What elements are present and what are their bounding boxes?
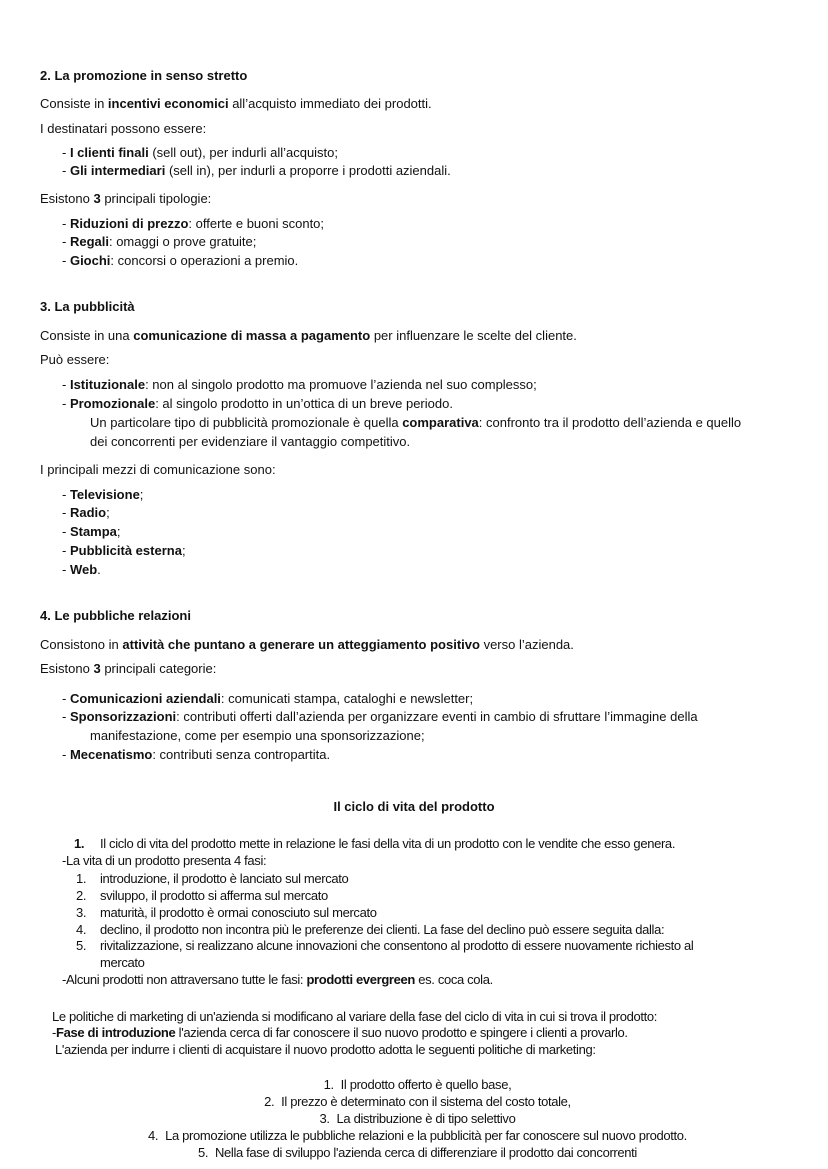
section-heading	[0, 799, 828, 815]
text-line	[62, 487, 143, 503]
bold-text: comunicazione di massa a pagamento	[133, 328, 371, 343]
text-line	[90, 415, 741, 431]
text-span: Un particolare tipo di pubblicità promozionale è quella	[90, 415, 403, 430]
text-line	[40, 637, 574, 653]
text-span: sviluppo, il prodotto si afferma sul mercato	[100, 888, 328, 903]
numbered-list-item	[76, 888, 328, 904]
list-number: 1.	[74, 836, 85, 851]
text-span: Consistono in	[40, 637, 123, 652]
text-span: -	[62, 487, 70, 502]
text-line	[40, 121, 206, 137]
text-span: -La vita di un prodotto presenta 4 fasi:	[62, 853, 267, 868]
text-line	[62, 234, 256, 250]
text-line	[40, 191, 211, 207]
bold-text: Il ciclo di vita del prodotto	[333, 799, 495, 814]
text-span: ;	[139, 487, 144, 502]
text-span: principali tipologie:	[100, 191, 212, 206]
text-span: -	[62, 396, 70, 411]
text-span: l'azienda cerca di far conoscere il suo nuovo prodotto e spingere i clienti a provarlo.	[175, 1025, 628, 1040]
text-line	[62, 543, 186, 559]
text-span: -	[62, 216, 70, 231]
text-line	[62, 972, 493, 988]
text-line	[62, 216, 324, 232]
list-number: 4.	[76, 922, 87, 937]
text-line	[62, 145, 338, 161]
text-span: -	[62, 505, 70, 520]
bold-text: 3	[93, 191, 101, 206]
text-line	[62, 562, 101, 578]
list-number: 2.	[76, 888, 87, 903]
numbered-list-item	[76, 905, 377, 921]
bold-text: 3	[93, 661, 101, 676]
text-span: (sell in), per indurli a proporre i prodotti aziendali.	[165, 163, 451, 178]
text-span: ;	[181, 543, 186, 558]
text-span: La promozione utilizza le pubbliche relazioni e la pubblicità per far conoscere sul nuovo prodotto.	[165, 1128, 687, 1143]
bold-text: prodotti evergreen	[306, 972, 415, 987]
text-line	[40, 328, 577, 344]
section-heading	[40, 299, 135, 315]
text-span: Consiste in	[40, 96, 108, 111]
text-span: : comunicati stampa, cataloghi e newsletter;	[220, 691, 474, 706]
text-line	[90, 728, 425, 744]
text-span: I principali mezzi di comunicazione sono:	[40, 462, 276, 477]
text-span: ;	[106, 505, 110, 520]
text-span: -	[62, 543, 70, 558]
list-number: 5.	[76, 938, 87, 953]
text-line	[40, 661, 216, 677]
numbered-list-item	[74, 836, 675, 852]
text-span: -Alcuni prodotti non attraversano tutte le fasi:	[62, 972, 307, 987]
text-line	[62, 691, 473, 707]
bold-text: attività che puntano a generare un atteggiamento positivo	[122, 637, 480, 652]
text-span: manifestazione, come per esempio una sponsorizzazione;	[90, 728, 425, 743]
list-number: 3.	[76, 905, 87, 920]
text-span: -	[62, 709, 70, 724]
text-span: -	[52, 1025, 56, 1040]
text-line	[52, 1009, 657, 1025]
text-span: Nella fase di sviluppo l'azienda cerca di differenziare il prodotto dai concorrenti	[215, 1145, 637, 1160]
text-span: : offerte e buoni sconto;	[188, 216, 325, 231]
text-span: : contributi offerti dall’azienda per organizzare eventi in cambio di sfruttare l’immagine della	[176, 709, 698, 724]
text-span: declino, il prodotto non incontra più le preferenze dei clienti. La fase del declino può essere seguita dalla:	[100, 922, 665, 937]
text-span: per influenzare le scelte del cliente.	[370, 328, 577, 343]
text-span: : concorsi o operazioni a premio.	[110, 253, 299, 268]
bold-text: incentivi economici	[107, 96, 229, 111]
text-line	[62, 396, 453, 412]
section-heading	[40, 608, 191, 624]
bold-text: comparativa	[402, 415, 479, 430]
text-span: Il prezzo è determinato con il sistema del costo totale,	[281, 1094, 571, 1109]
text-line	[90, 434, 410, 450]
text-span: : al singolo prodotto in un’ottica di un breve periodo.	[155, 396, 453, 411]
bold-text: 3. La pubblicità	[40, 299, 135, 314]
text-span: Esistono	[40, 661, 94, 676]
numbered-list-item	[0, 1094, 828, 1110]
text-span: (sell out), per indurli all’acquisto;	[148, 145, 339, 160]
numbered-list-item	[76, 922, 664, 938]
list-number: 3.	[319, 1111, 330, 1126]
bold-text: Promozionale	[69, 396, 156, 411]
text-span: Consiste in una	[40, 328, 134, 343]
text-span: introduzione, il prodotto è lanciato sul mercato	[100, 871, 349, 886]
text-span: L'azienda per indurre i clienti di acquistare il nuovo prodotto adotta le seguenti politiche di marketing:	[55, 1042, 596, 1057]
text-line	[55, 1042, 596, 1058]
section-heading	[40, 68, 247, 84]
text-span: .	[97, 562, 101, 577]
list-number: 1.	[76, 871, 87, 886]
text-span: -	[62, 234, 70, 249]
bold-text: Comunicazioni aziendali	[69, 691, 221, 706]
text-span: es. coca cola.	[415, 972, 493, 987]
text-span: maturità, il prodotto è ormai conosciuto sul mercato	[100, 905, 377, 920]
text-span: Le politiche di marketing di un'azienda si modificano al variare della fase del ciclo di vita in cui si trova il prodotto:	[52, 1009, 658, 1024]
text-span: I destinatari possono essere:	[40, 121, 207, 136]
bold-text: Radio	[69, 505, 107, 520]
text-span: ;	[116, 524, 121, 539]
text-line	[62, 524, 121, 540]
bold-text: Mecenatismo	[69, 747, 153, 762]
text-line	[40, 96, 432, 112]
text-span: Esistono	[40, 191, 94, 206]
text-span: : non al singolo prodotto ma promuove l’azienda nel suo complesso;	[145, 377, 537, 392]
bold-text: Fase di introduzione	[55, 1025, 176, 1040]
text-line	[62, 163, 451, 179]
list-number: 4.	[148, 1128, 159, 1143]
text-span: -	[62, 524, 70, 539]
list-number: 1.	[323, 1077, 334, 1092]
bold-text: Sponsorizzazioni	[69, 709, 177, 724]
text-span: Il prodotto offerto è quello base,	[340, 1077, 512, 1092]
bold-text: 4. Le pubbliche relazioni	[40, 608, 191, 623]
text-span: -	[62, 163, 70, 178]
bold-text: Istituzionale	[69, 377, 146, 392]
text-span: Può essere:	[40, 352, 110, 367]
bold-text: Televisione	[69, 487, 140, 502]
bold-text: 2. La promozione in senso stretto	[40, 68, 248, 83]
text-span: -	[62, 377, 70, 392]
text-span: -	[62, 253, 70, 268]
text-line	[100, 955, 145, 971]
numbered-list-item	[0, 1145, 828, 1161]
bold-text: Web	[69, 562, 98, 577]
bold-text: Gli intermediari	[69, 163, 166, 178]
text-span: -	[62, 145, 70, 160]
list-number: 5.	[197, 1145, 209, 1160]
text-line	[62, 747, 330, 763]
text-line	[62, 253, 298, 269]
bold-text: I clienti finali	[69, 145, 149, 160]
text-line	[62, 709, 698, 725]
text-span: La distribuzione è di tipo selettivo	[336, 1111, 516, 1126]
text-line	[52, 1025, 628, 1041]
numbered-list-item	[76, 871, 348, 887]
bold-text: Riduzioni di prezzo	[69, 216, 189, 231]
text-line	[62, 853, 266, 869]
numbered-list-item	[76, 938, 693, 954]
bold-text: Pubblicità esterna	[69, 543, 182, 558]
text-span: : omaggi o prove gratuite;	[108, 234, 257, 249]
text-line	[62, 377, 537, 393]
text-line	[40, 462, 276, 478]
numbered-list-item	[0, 1111, 828, 1127]
text-span: -	[62, 562, 70, 577]
bold-text: Giochi	[69, 253, 111, 268]
bold-text: Regali	[69, 234, 109, 249]
text-span: mercato	[100, 955, 145, 970]
text-span: Il ciclo di vita del prodotto mette in relazione le fasi della vita di un prodotto con le vendite che esso genera.	[100, 836, 676, 851]
numbered-list-item	[0, 1128, 828, 1144]
text-span: all’acquisto immediato dei prodotti.	[228, 96, 432, 111]
text-span: principali categorie:	[100, 661, 217, 676]
text-span: rivitalizzazione, si realizzano alcune innovazioni che consentono al prodotto di essere nuovamente richiesto al	[100, 938, 694, 953]
text-span: : contributi senza contropartita.	[152, 747, 331, 762]
text-span: -	[62, 691, 70, 706]
numbered-list-item	[0, 1077, 828, 1093]
list-number: 2.	[264, 1094, 275, 1109]
text-span: dei concorrenti per evidenziare il vantaggio competitivo.	[90, 434, 411, 449]
bold-text: Stampa	[69, 524, 117, 539]
text-span: verso l’azienda.	[479, 637, 574, 652]
text-span: -	[62, 747, 70, 762]
text-span: : confronto tra il prodotto dell’azienda e quello	[478, 415, 742, 430]
text-line	[40, 352, 109, 368]
text-line	[62, 505, 110, 521]
